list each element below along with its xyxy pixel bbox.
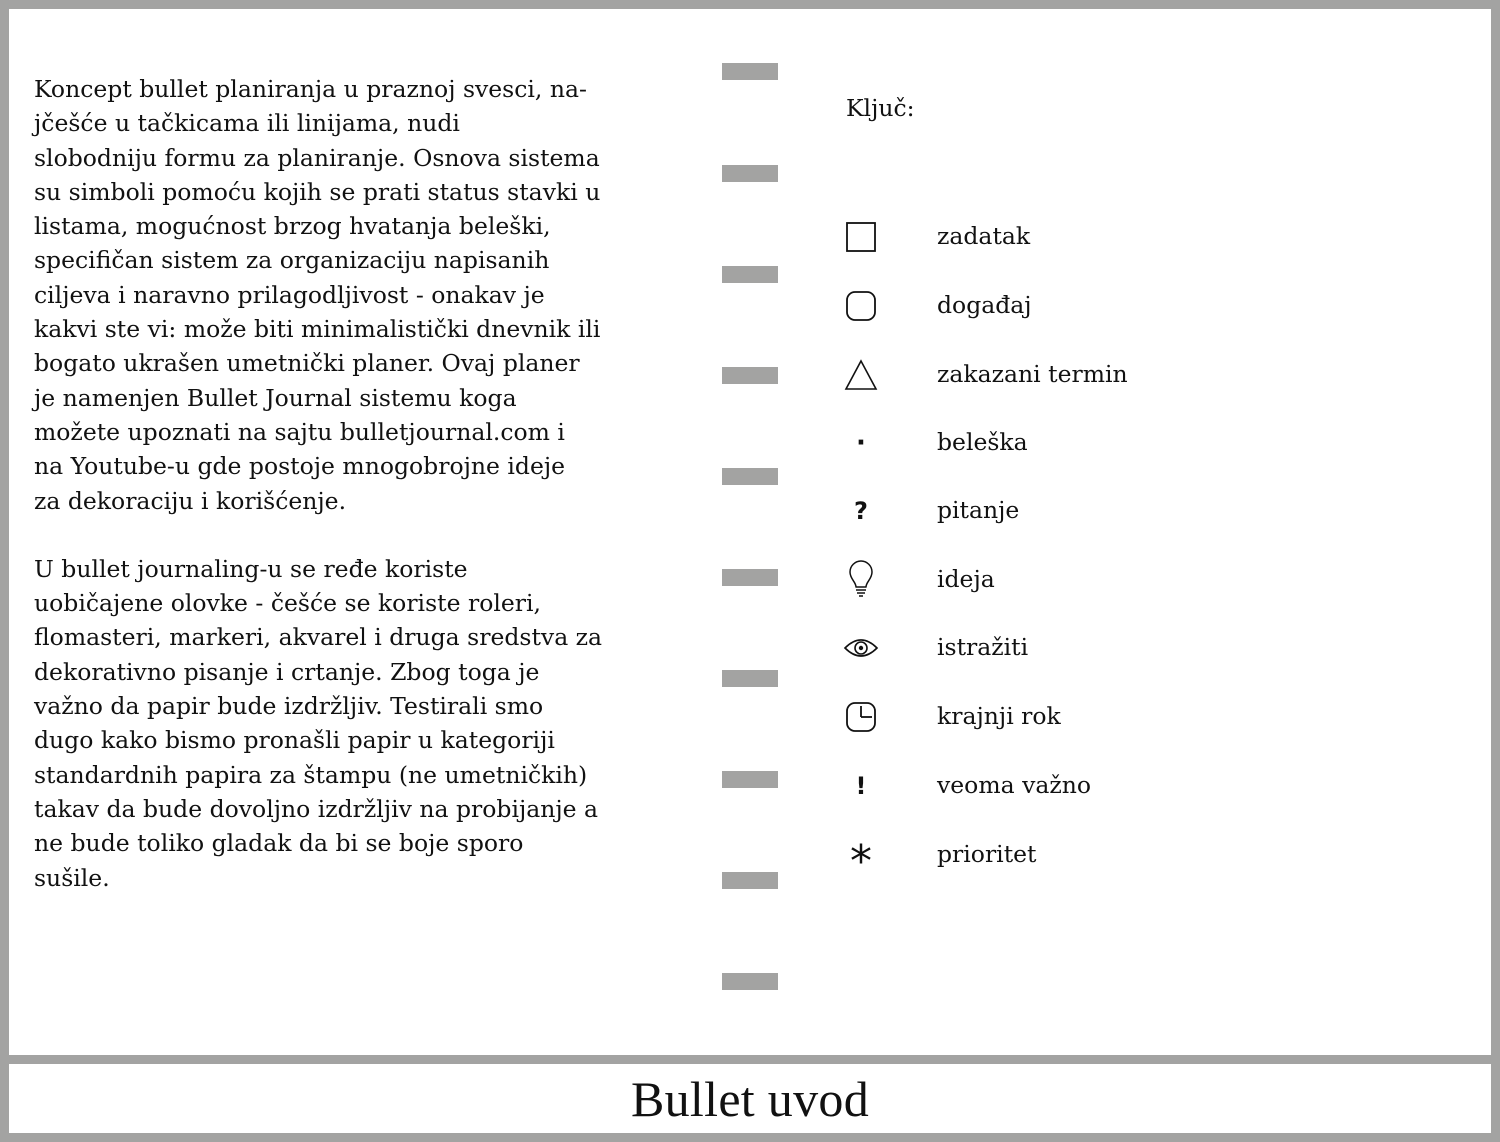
key-item <box>839 697 1359 737</box>
page-main <box>9 9 1491 1055</box>
triangle-icon <box>839 355 883 395</box>
key-item <box>839 355 1359 395</box>
key-item <box>839 423 1359 463</box>
key-item-label: istražiti <box>937 633 1029 661</box>
divider-dash <box>722 63 778 80</box>
key-item <box>839 491 1359 531</box>
key-item <box>839 286 1359 326</box>
clock-icon <box>839 697 883 737</box>
key-item-label: krajnji rok <box>937 702 1061 730</box>
intro-paragraph-2: U bullet journaling-u se ređe koriste uobičajene olovke - češće se koriste roleri, flomasteri, markeri, akvarel i druga sredstva za dekorativno pisanje i crtanje. Zbog toga je važno da papir bude izdržljiv. Testirali smo dugo kako bismo pronašli papir u kategoriji standardnih papira za štampu (ne umetničkih) takav da bude dovoljno izdržljiv na probijanje a ne bude toliko gladak da bi se boje sporo sušile. <box>34 554 603 892</box>
exclamation-icon: ! <box>855 772 867 800</box>
key-item-label: beleška <box>937 428 1028 456</box>
square-icon <box>839 217 883 257</box>
divider-dash <box>722 367 778 384</box>
divider-dash <box>722 771 778 788</box>
eye-icon <box>839 628 883 668</box>
intro-paragraph-1: Koncept bullet planiranja u praznoj svesci, na- jčešće u tačkicama ili linijama, nudi slobodniju formu za planiranje. Osnova sistema su simboli pomoću kojih se prati status stavki u listama, mogućnost brzog hvatanja beleški, specifičan sistem za organizaciju napisanih ciljeva i naravno prilagodljivost - onakav je kakvi ste vi: može biti minimalistički dnevnik ili bogato ukrašen umetnički planer. Ovaj planer je namenjen Bullet Journal sistemu koga možete upoznati na sajtu bulletjournal.com i na Youtube-u gde postoje mnogobrojne ideje za dekoraciju i korišćenje. <box>34 75 601 515</box>
asterisk-icon: * <box>850 836 872 887</box>
divider-dash <box>722 266 778 283</box>
divider-dash <box>722 468 778 485</box>
dot-icon: · <box>856 428 866 458</box>
divider-dash <box>722 569 778 586</box>
key-item-label: zadatak <box>937 222 1031 250</box>
key-item <box>839 628 1359 668</box>
key-item-label: prioritet <box>937 840 1037 868</box>
divider-dash <box>722 165 778 182</box>
key-item <box>839 766 1359 806</box>
page-title: Bullet uvod <box>630 1070 870 1127</box>
key-item <box>839 835 1359 887</box>
key-item-label: veoma važno <box>937 771 1092 799</box>
intro-text <box>34 72 674 895</box>
question-mark-icon: ? <box>854 497 868 525</box>
lightbulb-icon <box>839 560 883 600</box>
divider-dash <box>722 973 778 990</box>
key-item-label: zakazani termin <box>937 360 1128 388</box>
key-item-label: događaj <box>937 291 1032 319</box>
page-footer <box>9 1064 1491 1133</box>
divider-dash <box>722 872 778 889</box>
key-item-label: ideja <box>937 565 995 593</box>
divider-dash <box>722 670 778 687</box>
rounded-square-icon <box>839 286 883 326</box>
key-item <box>839 560 1359 600</box>
key-item-label: pitanje <box>937 496 1020 524</box>
key-heading: Ključ: <box>846 94 915 122</box>
key-item <box>839 217 1359 257</box>
